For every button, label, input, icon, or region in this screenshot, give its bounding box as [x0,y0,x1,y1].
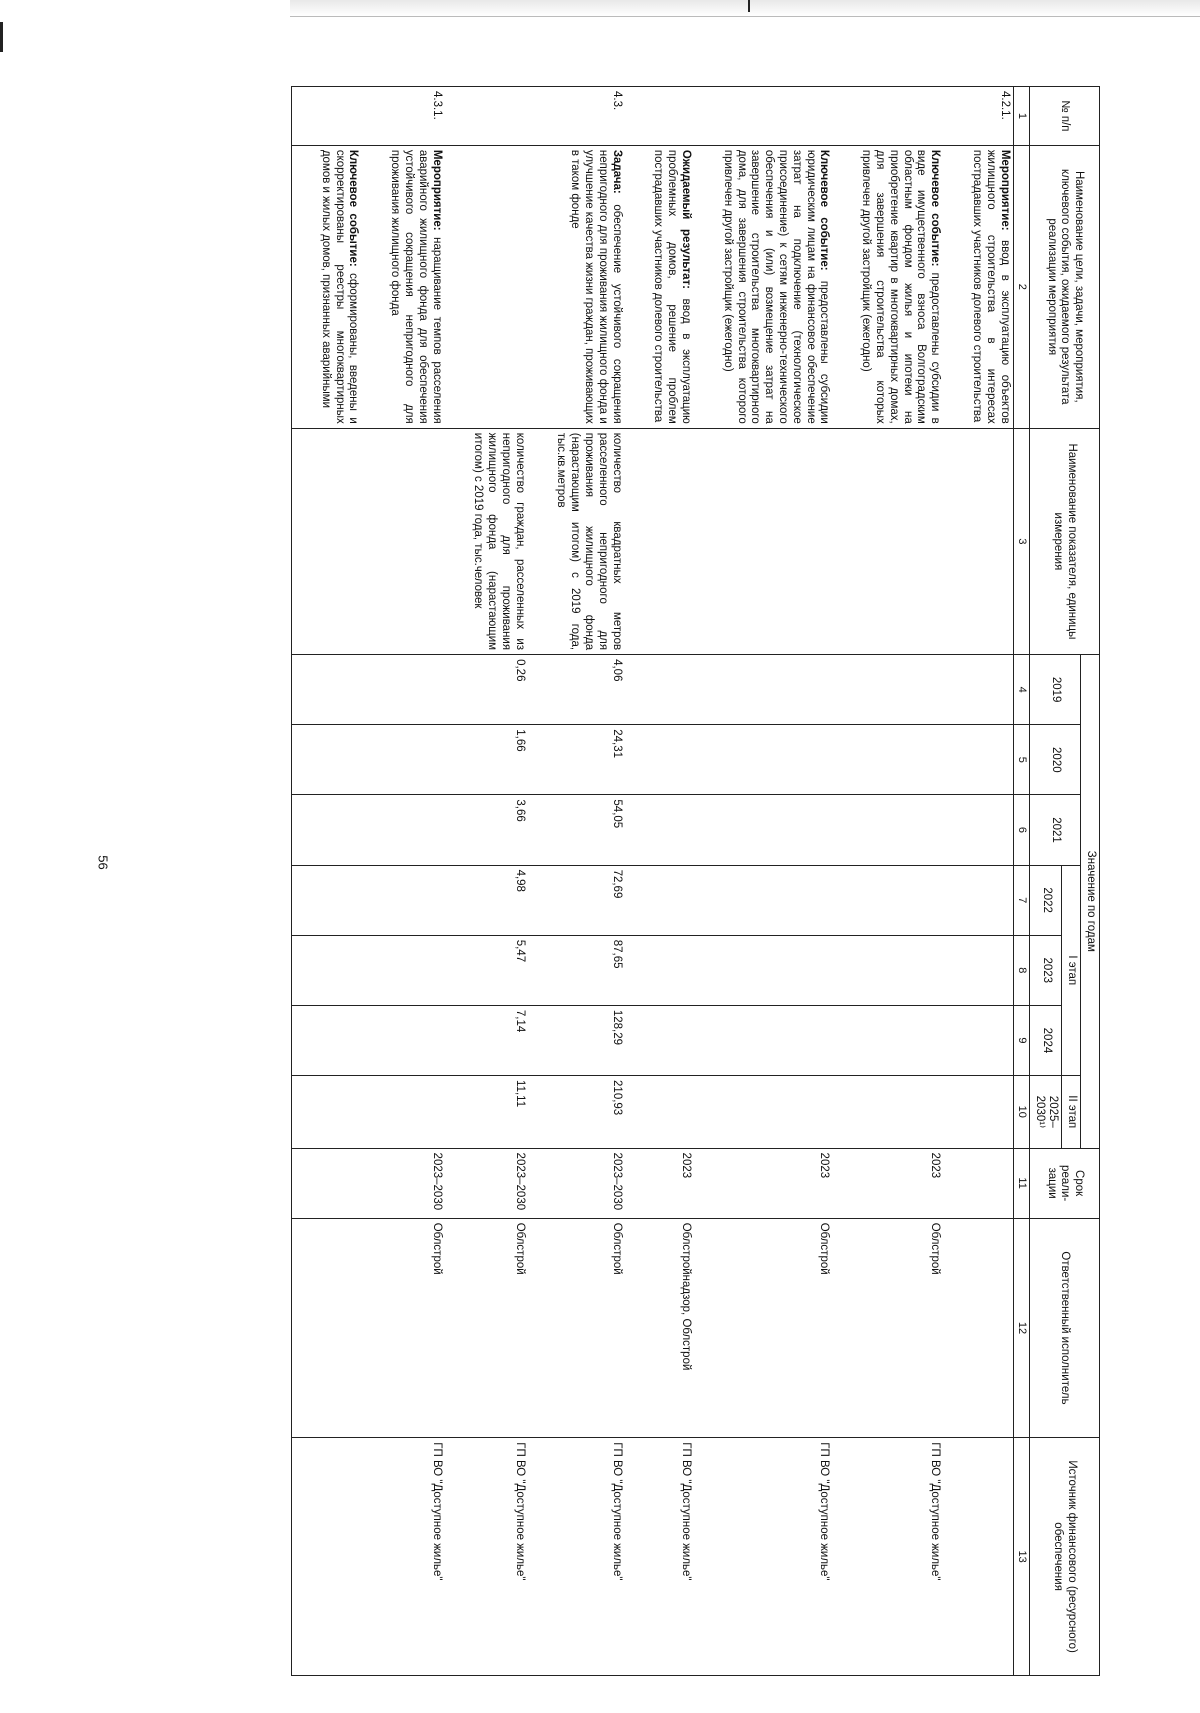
spacer-cell [528,1076,552,1149]
scan-mark [0,22,3,52]
cell-v2019 [856,655,943,725]
spacer-cell [528,935,552,1005]
row-label: Ключевое событие: [818,149,831,271]
header-year-2020: 2020 [1029,725,1080,795]
cell-num [718,87,832,146]
cell-v2020 [856,725,943,795]
spacer-cell [943,655,967,725]
cell-v2022 [856,865,943,935]
row-spacer [361,87,385,1676]
cell-v2020 [718,725,832,795]
table-row [967,87,1013,1676]
spacer-cell [832,935,856,1005]
header-year-2025-2030: 2025–2030¹⁾ [1029,1076,1062,1149]
header-term: Срок реали-зации [1029,1148,1099,1218]
spacer-cell [943,428,967,654]
cell-v2019: 4,06 [552,655,625,725]
cell-v2022: 4,98 [469,865,528,935]
cell-executor: Облстройнадзор, Облстрой [649,1218,694,1438]
spacer-cell [361,655,385,725]
spacer-cell [625,1005,649,1075]
cell-v2019 [316,655,361,725]
spacer-cell [625,1218,649,1438]
cell-executor: Облстрой [469,1218,528,1438]
cell-num [856,87,943,146]
cell-v2021 [385,795,444,865]
column-number: 2 [1013,145,1029,428]
header-indicator: Наименование показателя, единицы измерения [1029,428,1099,654]
spacer-cell [943,87,967,146]
spacer-cell [445,1218,469,1438]
spacer-cell [528,1438,552,1676]
spacer-cell [445,795,469,865]
cell-v2021: 54,05 [552,795,625,865]
spacer-cell [291,795,316,865]
spacer-cell [943,865,967,935]
spacer-cell [361,1076,385,1149]
spacer-cell [943,935,967,1005]
cell-v2023: 87,65 [552,935,625,1005]
cell-v2025: 210,93 [552,1076,625,1149]
spacer-cell [445,725,469,795]
row-text: предоставлены субсидии в виде имущественного взноса Волгоградским областным фондом жилья и ипотеки на приобретение квартир в многоквартирных домах, для завершения строительства которых привлечен другой застройщик (ежегодно) [860,149,942,424]
spacer-cell [832,145,856,428]
cell-num [316,87,361,146]
spacer-cell [832,1076,856,1149]
column-number: 4 [1013,655,1029,725]
cell-v2024: 7,14 [469,1005,528,1075]
row-description [469,145,528,428]
spacer-cell [528,87,552,146]
spacer-cell [445,1148,469,1218]
row-label: Ключевое событие: [929,149,942,267]
row-spacer [291,87,316,1676]
spacer-cell [694,935,718,1005]
spacer-cell [528,725,552,795]
row-description [649,145,694,428]
row-text: наращивание темпов расселения аварийного жилищного фонда для обеспечения устойчивого сокращения непригодного для проживания жилищного фонда [389,149,443,424]
cell-v2023 [856,935,943,1005]
cell-v2019 [385,655,444,725]
header-stage-2: II этап [1062,1076,1081,1149]
spacer-cell [832,865,856,935]
cell-term: 2023–2030 [552,1148,625,1218]
row-label: Мероприятие: [998,149,1011,231]
page-number: 56 [95,855,111,870]
cell-term: 2023–2030 [469,1148,528,1218]
header-values-by-year: Значение по годам [1081,655,1100,1148]
cell-v2024 [718,1005,832,1075]
cell-source: ГП ВО "Доступное жилье" [649,1438,694,1676]
spacer-cell [445,1005,469,1075]
cell-source: ГП ВО "Доступное жилье" [856,1438,943,1676]
column-number: 10 [1013,1076,1029,1149]
spacer-cell [291,1438,316,1676]
spacer-cell [528,655,552,725]
cell-v2023: 5,47 [469,935,528,1005]
spacer-cell [445,145,469,428]
cell-v2019: 0,26 [469,655,528,725]
spacer-cell [694,865,718,935]
spacer-cell [291,1148,316,1218]
row-text: ввод в эксплуатацию проблемных домов, решение проблем пострадавших участников долевого строительства [652,149,693,424]
table-row [316,87,361,1676]
row-spacer [528,87,552,1676]
row-label: Задача: [610,149,623,194]
row-text: сформированы, введены и скорректированы реестры многоквартирных домов и жилых домов, признанных аварийными [319,149,360,424]
cell-v2024 [385,1005,444,1075]
spacer-cell [291,865,316,935]
header-source: Источник финансового (ресурсного) обеспечения [1029,1438,1099,1676]
cell-v2022 [385,865,444,935]
header-year-2024: 2024 [1029,1005,1062,1075]
cell-executor: Облстрой [385,1218,444,1438]
spacer-cell [943,145,967,428]
cell-v2021 [718,795,832,865]
cell-num: 4.3.1. [385,87,444,146]
cell-v2020: 24,31 [552,725,625,795]
cell-indicator [385,428,444,654]
spacer-cell [361,1218,385,1438]
spacer-cell [694,1218,718,1438]
spacer-cell [694,145,718,428]
row-text: обеспечение устойчивого сокращения непригодного для проживания жилищного фонда и улучшение качества жизни граждан, проживающих в таком фонде [569,149,623,424]
spacer-cell [291,935,316,1005]
cell-indicator [856,428,943,654]
cell-v2024 [856,1005,943,1075]
cell-executor [316,1218,361,1438]
column-number: 1 [1013,87,1029,146]
spacer-cell [625,1148,649,1218]
spacer-cell [528,865,552,935]
spacer-cell [445,1438,469,1676]
spacer-cell [361,1438,385,1676]
cell-v2022 [967,865,1013,935]
cell-indicator: количество граждан, расселенных из непригодного для проживания жилищного фонда (нарастающим итогом) с 2019 года, тыс.человек [469,428,528,654]
table-row [552,87,625,1676]
cell-v2021 [856,795,943,865]
cell-v2023 [649,935,694,1005]
spacer-cell [832,795,856,865]
cell-v2025 [718,1076,832,1149]
spacer-cell [528,428,552,654]
spacer-cell [361,795,385,865]
cell-term: 2023 [718,1148,832,1218]
row-spacer [832,87,856,1676]
spacer-cell [694,428,718,654]
cell-v2023 [316,935,361,1005]
column-number: 5 [1013,725,1029,795]
program-table [291,86,1100,1676]
cell-v2020 [316,725,361,795]
spacer-cell [694,655,718,725]
header-year-2023: 2023 [1029,935,1062,1005]
cell-v2025 [385,1076,444,1149]
column-number: 7 [1013,865,1029,935]
cell-v2023 [967,935,1013,1005]
cell-v2025: 11,11 [469,1076,528,1149]
spacer-cell [291,87,316,146]
column-number: 9 [1013,1005,1029,1075]
spacer-cell [625,1076,649,1149]
spacer-cell [625,725,649,795]
cell-num [469,87,528,146]
spacer-cell [832,428,856,654]
spacer-cell [625,145,649,428]
spacer-cell [625,428,649,654]
spacer-cell [528,145,552,428]
cell-v2023 [385,935,444,1005]
spacer-cell [291,145,316,428]
cell-source: ГП ВО "Доступное жилье" [552,1438,625,1676]
spacer-cell [694,725,718,795]
column-number: 8 [1013,935,1029,1005]
spacer-cell [943,1076,967,1149]
spacer-cell [291,725,316,795]
spacer-cell [943,1005,967,1075]
spacer-cell [528,1148,552,1218]
table-row [385,87,444,1676]
spacer-cell [694,1148,718,1218]
row-description [718,145,832,428]
row-label: Ключевое событие: [347,149,360,267]
spacer-cell [832,725,856,795]
cell-v2019 [967,655,1013,725]
cell-v2022: 72,69 [552,865,625,935]
cell-source [316,1438,361,1676]
column-number: 6 [1013,795,1029,865]
table-row [469,87,528,1676]
spacer-cell [625,1438,649,1676]
column-number: 13 [1013,1438,1029,1676]
cell-executor: Облстрой [552,1218,625,1438]
spacer-cell [694,87,718,146]
spacer-cell [361,145,385,428]
cell-v2025 [856,1076,943,1149]
cell-v2020: 1,66 [469,725,528,795]
cell-v2019 [649,655,694,725]
cell-indicator [649,428,694,654]
spacer-cell [445,428,469,654]
spacer-cell [625,655,649,725]
spacer-cell [361,725,385,795]
spacer-cell [445,935,469,1005]
scan-edge [290,0,1200,17]
header-name: Наименование цели, задачи, мероприятия, ключевого события, ожидаемого результата реализации мероприятия [1029,145,1099,428]
cell-indicator [316,428,361,654]
row-label: Мероприятие: [430,149,443,231]
row-description [856,145,943,428]
cell-source: ГП ВО "Доступное жилье" [718,1438,832,1676]
spacer-cell [694,1076,718,1149]
spacer-cell [943,795,967,865]
spacer-cell [694,1005,718,1075]
cell-num [649,87,694,146]
cell-v2021 [967,795,1013,865]
cell-v2022 [649,865,694,935]
cell-v2022 [718,865,832,935]
row-description [385,145,444,428]
spacer-cell [291,1076,316,1149]
spacer-cell [625,865,649,935]
header-year-2022: 2022 [1029,865,1062,935]
cell-v2024: 128,29 [552,1005,625,1075]
cell-v2021 [649,795,694,865]
cell-executor: Облстрой [718,1218,832,1438]
cell-term [316,1148,361,1218]
spacer-cell [625,795,649,865]
cell-v2025 [649,1076,694,1149]
spacer-cell [832,655,856,725]
column-number: 11 [1013,1148,1029,1218]
cell-num: 4.3. [552,87,625,146]
spacer-cell [943,1218,967,1438]
cell-term [967,1148,1013,1218]
header-year-2019: 2019 [1029,655,1080,725]
spacer-cell [832,87,856,146]
header-num: № п/п [1029,87,1099,146]
spacer-cell [832,1218,856,1438]
spacer-cell [625,87,649,146]
cell-v2020 [649,725,694,795]
spacer-cell [943,725,967,795]
spacer-cell [361,428,385,654]
cell-v2025 [967,1076,1013,1149]
spacer-cell [361,865,385,935]
spacer-cell [291,1005,316,1075]
spacer-cell [943,1438,967,1676]
cell-term: 2023–2030 [385,1148,444,1218]
spacer-cell [528,795,552,865]
cell-source: ГП ВО "Доступное жилье" [385,1438,444,1676]
spacer-cell [832,1005,856,1075]
spacer-cell [943,1148,967,1218]
header-stage-1: I этап [1062,865,1081,1075]
row-spacer [445,87,469,1676]
row-description [552,145,625,428]
table-row [856,87,943,1676]
spacer-cell [361,1148,385,1218]
spacer-cell [528,1005,552,1075]
cell-v2020 [385,725,444,795]
spacer-cell [445,865,469,935]
row-label: Ожидаемый результат: [680,149,693,289]
spacer-cell [361,87,385,146]
cell-v2024 [316,1005,361,1075]
cell-v2024 [649,1005,694,1075]
cell-v2021 [316,795,361,865]
column-number-row [1013,87,1029,1676]
scan-mark [748,0,750,12]
rotated-table-container [138,86,1100,1676]
cell-v2021: 3,66 [469,795,528,865]
spacer-cell [528,1218,552,1438]
cell-v2019 [718,655,832,725]
table-row [649,87,694,1676]
cell-term: 2023 [649,1148,694,1218]
table-body [291,87,1013,1676]
header-year-2021: 2021 [1029,795,1080,865]
row-spacer [694,87,718,1676]
spacer-cell [445,87,469,146]
spacer-cell [445,1076,469,1149]
cell-v2023 [718,935,832,1005]
cell-num: 4.2.1. [967,87,1013,146]
cell-source: ГП ВО "Доступное жилье" [469,1438,528,1676]
header-executor: Ответственный исполнитель [1029,1218,1099,1438]
spacer-cell [694,795,718,865]
cell-v2020 [967,725,1013,795]
spacer-cell [445,655,469,725]
cell-indicator [718,428,832,654]
row-spacer [943,87,967,1676]
cell-term: 2023 [856,1148,943,1218]
cell-indicator [967,428,1013,654]
spacer-cell [291,428,316,654]
spacer-cell [291,655,316,725]
row-text: ввод в эксплуатацию объектов жилищного строительства в интересах пострадавших участников долевого строительства [971,149,1011,424]
row-description [967,145,1013,428]
spacer-cell [832,1438,856,1676]
cell-v2022 [316,865,361,935]
row-text: предоставлены субсидии юридическим лицам на финансовое обеспечение затрат на подключение (технологическое присоединение) к сетям инженерно-технического обеспечения и (или) возмещение затрат на завершение строительства многоквартирного дома, для завершения строительства которого привлечен другой застройщик (ежегодно) [721,149,831,424]
spacer-cell [361,1005,385,1075]
spacer-cell [625,935,649,1005]
column-number: 12 [1013,1218,1029,1438]
cell-executor [967,1218,1013,1438]
cell-executor: Облстрой [856,1218,943,1438]
cell-v2025 [316,1076,361,1149]
cell-indicator: количество квадратных метров расселенного непригодного для проживания жилищного фонда (нарастающим итогом) с 2019 года, тыс.кв.метров [552,428,625,654]
column-number: 3 [1013,428,1029,654]
row-description [316,145,361,428]
cell-v2024 [967,1005,1013,1075]
spacer-cell [361,935,385,1005]
spacer-cell [694,1438,718,1676]
cell-source [967,1438,1013,1676]
spacer-cell [832,1148,856,1218]
table-row [718,87,832,1676]
spacer-cell [291,1218,316,1438]
row-spacer [625,87,649,1676]
